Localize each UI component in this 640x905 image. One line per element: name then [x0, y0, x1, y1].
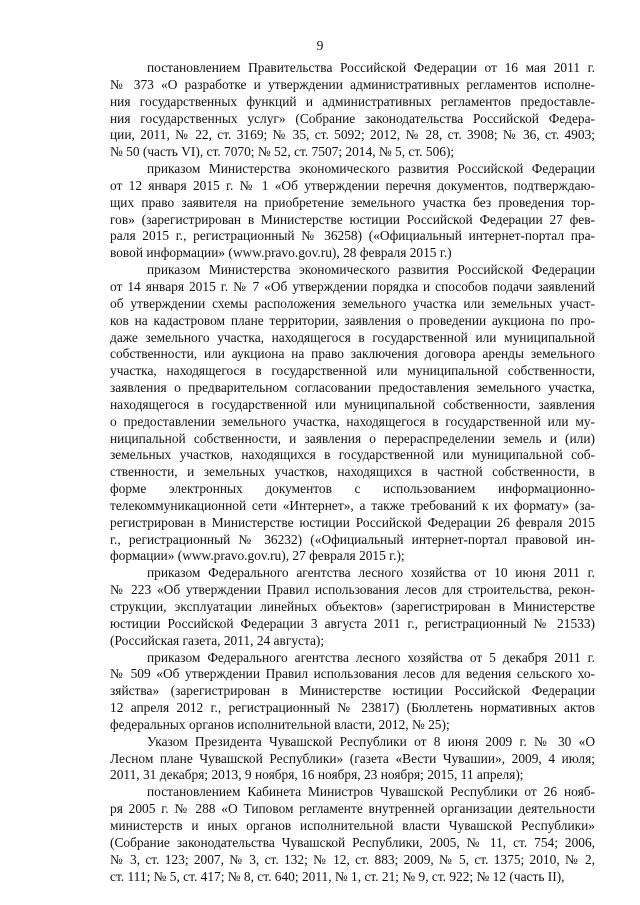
- text-line: ции, 2011, № 22, ст. 3169; № 35, ст. 5092; 2012, № 28, ст. 3908; № 36, ст. 4903;: [110, 127, 595, 143]
- document-body: [110, 60, 595, 885]
- text-line: гов» (зарегистрирован в Министерстве юстиции Российской Федерации 27 фев-: [110, 211, 595, 227]
- text-line: зяйства» (зарегистрирован в Министерстве юстиции Российской Федерации: [110, 683, 595, 699]
- text-line: земельных участков, находящихся в государственной или муниципальной соб-: [110, 447, 595, 463]
- text-line: (Собрание законодательства Чувашской Республики, 2005, № 11, ст. 754; 2006,: [110, 834, 595, 850]
- text-line: № 373 «О разработке и утверждении административных регламентов исполне-: [110, 76, 595, 92]
- text-line: ственности, и земельных участков, находящихся в частной собственности, в: [110, 464, 595, 480]
- text-line: приказом Министерства экономического развития Российской Федерации: [147, 161, 595, 177]
- text-line: министерств и иных органов исполнительной власти Чувашской Республики»: [110, 817, 595, 833]
- text-line: приказом Федерального агентства лесного хозяйства от 5 декабря 2011 г.: [147, 649, 595, 665]
- text-line: находящегося в государственной или муниципальной собственности, заявления: [110, 396, 595, 412]
- text-line: ря 2005 г. № 288 «О Типовом регламенте внутренней организации деятельности: [110, 801, 595, 817]
- text-line: приказом Министерства экономического развития Российской Федерации: [147, 262, 595, 278]
- text-line: № 50 (часть VI), ст. 7070; № 52, ст. 7507; 2014, № 5, ст. 506);: [110, 144, 455, 160]
- text-line: собственности, или аукциона на право заключения договора аренды земельного: [110, 346, 595, 362]
- text-line: ниципальной собственности, и заявления о перераспределении земель и (или): [110, 430, 595, 446]
- text-line: г., регистрационный № 36232) («Официальный интернет-портал правовой ин-: [110, 531, 595, 547]
- text-line: от 12 января 2015 г. № 1 «Об утверждении перечня документов, подтверждаю-: [110, 177, 595, 193]
- text-line: (Российская газета, 2011, 24 августа);: [110, 632, 325, 648]
- text-line: 2011, 31 декабря; 2013, 9 ноября, 16 ноября, 23 ноября; 2015, 11 апреля);: [110, 767, 524, 783]
- text-line: ния государственных услуг» (Собрание законодательства Российской Федера-: [110, 110, 595, 126]
- page-number: 9: [316, 38, 324, 53]
- text-line: участка, находящегося в государственной или муниципальной собственности,: [110, 363, 595, 379]
- text-line: о предоставлении земельного участка, находящегося в государственной или му-: [110, 413, 595, 429]
- paragraph: [110, 650, 595, 734]
- text-line: регистрирован в Министерстве юстиции Российской Федерации 26 февраля 2015: [110, 514, 595, 530]
- text-line: даже земельного участка, находящегося в государственной или муниципальной: [110, 329, 595, 345]
- paragraph: [110, 60, 595, 161]
- text-line: формации» (www.pravo.gov.ru), 27 февраля 2015 г.);: [110, 548, 405, 564]
- text-line: струкции, эксплуатации линейных объектов» (зарегистрирован в Министерстве: [110, 599, 595, 614]
- text-line: Указом Президента Чувашской Республики от 8 июня 2009 г. № 30 «О: [147, 733, 595, 749]
- text-line: федеральных органов исполнительной власти, 2012, № 25);: [110, 716, 450, 732]
- text-line: ст. 111; № 5, ст. 417; № 8, ст. 640; 2011, № 1, ст. 21; № 9, ст. 922; № 12 (часть II),: [110, 868, 565, 884]
- text-line: раля 2015 г., регистрационный № 36258) («Официальный интернет-портал пра-: [110, 228, 595, 244]
- text-line: ков на кадастровом плане территории, заявления о проведении аукциона по про-: [110, 312, 595, 328]
- paragraph: [110, 262, 595, 565]
- text-line: ния государственных функций и административных регламентов предоставле-: [110, 93, 595, 109]
- text-line: постановлением Правительства Российской Федерации от 16 мая 2011 г.: [147, 60, 595, 75]
- text-line: телекоммуникационной сети «Интернет», а также требований к их формату» (за-: [110, 497, 595, 513]
- text-line: приказом Федерального агентства лесного хозяйства от 10 июня 2011 г.: [147, 565, 595, 581]
- text-line: форме электронных документов с использованием информационно-: [110, 481, 595, 497]
- text-line: щих право заявителя на приобретение земельного участка без проведения тор-: [110, 194, 595, 210]
- text-line: 12 апреля 2012 г., регистрационный № 23817) (Бюллетень нормативных актов: [110, 700, 595, 716]
- paragraph: [110, 161, 595, 262]
- text-line: № 3, ст. 123; 2007, № 3, ст. 132; № 12, ст. 883; 2009, № 5, ст. 1375; 2010, № 2,: [110, 851, 595, 867]
- text-line: юстиции Российской Федерации 3 августа 2011 г., регистрационный № 21533): [110, 615, 595, 631]
- paragraph: [110, 784, 595, 885]
- paragraph: [110, 565, 595, 649]
- text-line: постановлением Кабинета Министров Чувашской Республики от 26 нояб-: [147, 784, 595, 800]
- text-line: об утверждении схемы расположения земельного участка или земельных участ-: [110, 295, 595, 311]
- text-line: Лесном плане Чувашской Республики» (газета «Вести Чувашии», 2009, 4 июля;: [110, 750, 595, 766]
- paragraph: [110, 734, 595, 785]
- text-line: заявления о предварительном согласовании предоставления земельного участка,: [110, 380, 595, 396]
- text-line: от 14 января 2015 г. № 7 «Об утверждении порядка и способов подачи заявлений: [110, 278, 595, 294]
- text-line: вовой информации» (www.pravo.gov.ru), 28 февраля 2015 г.): [110, 245, 452, 261]
- text-line: № 509 «Об утверждении Правил использования лесов для ведения сельского хо-: [110, 666, 595, 682]
- text-line: № 223 «Об утверждении Правил использования лесов для строительства, рекон-: [110, 582, 595, 598]
